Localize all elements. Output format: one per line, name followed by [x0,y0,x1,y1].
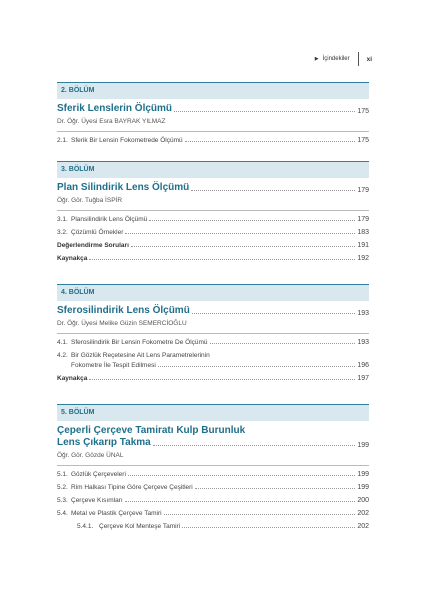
entry-page: 196 [357,362,369,369]
entry-number: 2.1. [57,137,68,144]
entry-page: 175 [357,137,369,144]
entry-title: Rim Halkası Tipine Göre Çerçeve Çeşitleri [71,484,193,491]
chapter-4-section [57,284,369,388]
entry-number: 5.1. [57,471,68,478]
chapter-title-row[interactable] [57,437,369,449]
chapter-label-bar: 2. BÖLÜM [57,82,369,99]
entry-title: Plansilindirik Lens Ölçümü [71,216,148,223]
header-divider [358,52,359,66]
chapter-3-section [57,161,369,268]
entry-page: 197 [357,375,369,382]
dot-leader [89,379,355,380]
running-header [315,52,372,66]
toc-entry-review-questions[interactable] [57,242,369,250]
entry-title: Sferosilindirik Bir Lensin Fokometre De Ölçümü [71,339,208,346]
entry-page: 192 [357,255,369,262]
entry-number: 5.4. [57,510,68,517]
entry-title: Çerçeve Kısımları [71,497,123,504]
entry-number: 4.1. [57,339,68,346]
chapter-author: Dr. Öğr. Üyesi Esra BAYRAK YILMAZ [57,118,166,125]
entry-number: 5.4.1. [77,523,94,530]
toc-entry[interactable] [57,339,369,347]
header-page-number: xi [366,55,372,63]
dot-leader [195,488,356,489]
entry-page: 183 [357,229,369,236]
toc-entry-continuation[interactable] [57,362,369,370]
entry-title: Çözümlü Örnekler [71,229,124,236]
dot-leader [158,366,356,367]
chapter-page: 179 [357,187,369,194]
entry-page: 202 [357,523,369,530]
chapter-page: 199 [357,442,369,449]
chapter-title-row[interactable] [57,305,369,317]
chapter-title-line2: Lens Çıkarıp Takma [57,437,151,448]
toc-entry[interactable] [57,216,369,224]
entry-page: 191 [357,242,369,249]
entry-number: 3.2. [57,229,68,236]
chapter-title: Plan Silindirik Lens Ölçümü [57,182,190,193]
entry-title: Kaynakça [57,375,88,382]
entry-number: 3.1. [57,216,68,223]
toc-entry[interactable] [57,471,369,479]
dot-leader [125,233,355,234]
dot-leader [131,246,355,247]
divider [57,131,369,132]
dot-leader [174,111,355,112]
entry-number: 4.2. [57,352,68,359]
entry-page: 193 [357,339,369,346]
dot-leader [164,514,356,515]
dot-leader [185,141,356,142]
entry-title: Metal ve Plastik Çerçeve Tamiri [71,510,162,517]
dot-leader [210,343,356,344]
dot-leader [89,259,355,260]
triangle-right-icon: ▶ [314,56,319,62]
entry-title: Çerçeve Kol Menteşe Tamiri [99,523,181,530]
entry-title: Değerlendirme Soruları [57,242,129,249]
dot-leader [153,445,356,446]
chapter-author: Dr. Öğr. Üyesi Melike Güzin SEMERCİOĞLU [57,320,187,327]
entry-title: Gözlük Çerçeveleri [71,471,126,478]
dot-leader [125,501,356,502]
entry-page: 200 [357,497,369,504]
entry-number: 5.3. [57,497,68,504]
chapter-author: Öğr. Gör. Tuğba İSPİR [57,197,123,204]
divider [57,465,369,466]
toc-entry[interactable] [57,352,369,360]
toc-entry[interactable] [57,510,369,518]
entry-page: 179 [357,216,369,223]
toc-entry-references[interactable] [57,255,369,263]
chapter-page: 193 [357,310,369,317]
entry-page: 199 [357,471,369,478]
entry-number: 5.2. [57,484,68,491]
dot-leader [149,220,355,221]
chapter-title-row[interactable] [57,182,369,194]
header-section-title: İçindekiler [322,56,350,62]
toc-entry[interactable] [57,137,369,145]
dot-leader [191,190,355,191]
chapter-title-row[interactable] [57,103,369,115]
entry-title: Sferik Bir Lensin Fokometrede Ölçümü [71,137,183,144]
chapter-title-line1[interactable]: Çeperli Çerçeve Tamiratı Kulp Burunluk [57,425,246,436]
chapter-page: 175 [357,108,369,115]
entry-title: Fokometre İle Tespit Edilmesi [71,362,156,369]
toc-entry-references[interactable] [57,375,369,383]
toc-subentry[interactable] [57,523,369,531]
chapter-5-section [57,404,369,536]
chapter-title: Sferosilindirik Lens Ölçümü [57,305,190,316]
divider [57,333,369,334]
chapter-label-bar: 5. BÖLÜM [57,404,369,421]
dot-leader [182,527,355,528]
entry-page: 202 [357,510,369,517]
dot-leader [128,475,355,476]
chapter-label-bar: 4. BÖLÜM [57,284,369,301]
toc-entry[interactable] [57,497,369,505]
chapter-title: Sferik Lenslerin Ölçümü [57,103,173,114]
entry-page: 199 [357,484,369,491]
dot-leader [192,313,356,314]
divider [57,210,369,211]
toc-entry[interactable] [57,484,369,492]
chapter-author: Öğr. Gör. Gözde ÜNAL [57,452,124,459]
entry-title: Kaynakça [57,255,88,262]
entry-title: Bir Gözlük Reçetesine Ait Lens Parametrelerinin [71,352,210,359]
chapter-2-section [57,82,369,150]
toc-entry[interactable] [57,229,369,237]
chapter-label-bar: 3. BÖLÜM [57,161,369,178]
